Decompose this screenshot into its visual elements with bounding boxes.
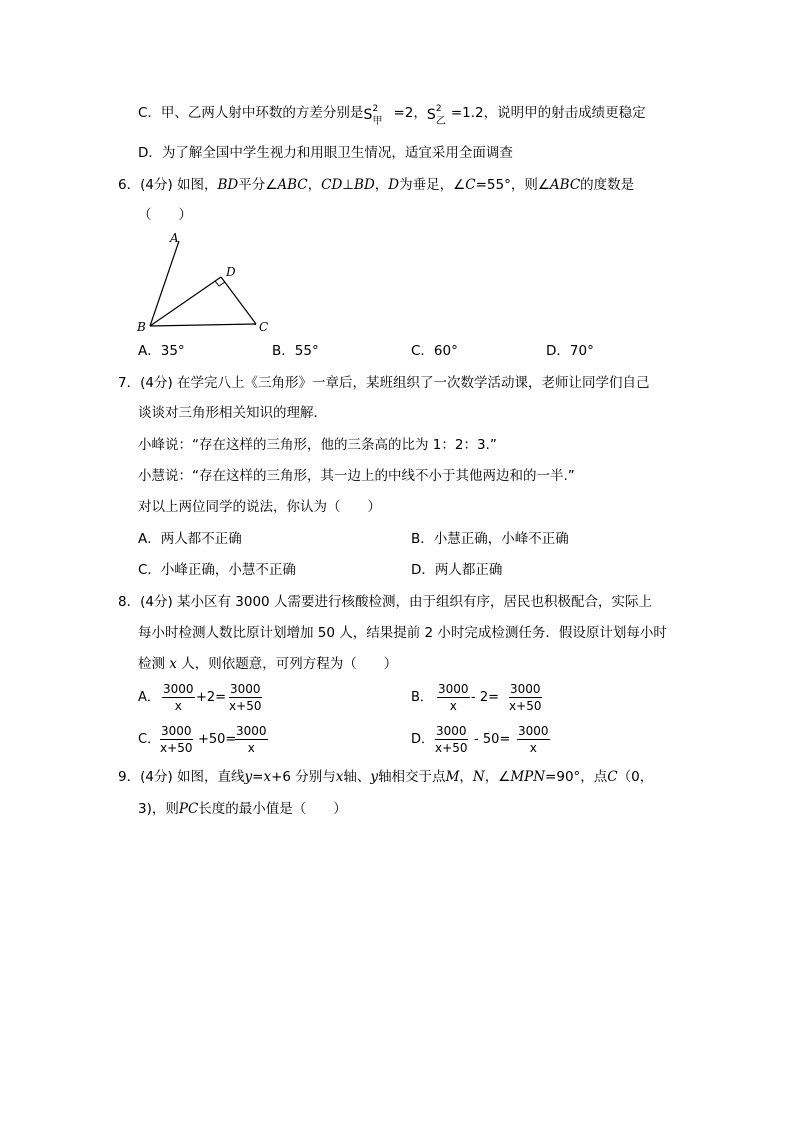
q7-xiaofeng-says: 小峰说：“存在这样的三角形，他的三条高的比为 1：2：3.” [138, 437, 497, 453]
q5-option-c: C．甲、乙两人射中环数的方差分别是 S 2 甲 =2， S 2 乙 =1.2，说明甲的射击成绩更稳定 [138, 104, 646, 127]
fraction: $\frac{3000}{x}$ [518, 724, 549, 755]
q8-stem-line1: 8．(4分) 某小区有 3000 人需要进行核酸检测，由于组织有序，居民也积极配合，实际上 [118, 594, 652, 610]
q7-option-a: A．两人都不正确 [138, 531, 242, 547]
label-b: B [137, 320, 146, 334]
fraction: $\frac{3000}{x+50}$ [435, 724, 468, 755]
q7-stem-line1: 7．(4分) 在学完八上《三角形》一章后，某班组织了一次数学活动课，老师让同学们自己 [118, 375, 650, 391]
q6-option-a: A．35° [138, 343, 185, 359]
q7-question: 对以上两位同学的说法，你认为（ ） [138, 499, 381, 515]
q8-stem-line3: 检测 x 人，则依题意，可列方程为（ ） [138, 656, 398, 672]
fraction: $\frac{3000}{x+50}$ [509, 682, 542, 713]
segment-dc [221, 277, 256, 324]
right-angle-mark [215, 281, 225, 286]
q6-option-c: C．60° [411, 343, 458, 359]
q9-stem-line1: 9．(4分) 如图，直线y=x+6 分别与x轴、y轴相交于点M，N，∠MPN=90°，点C（0， [118, 769, 654, 785]
fraction: $\frac{3000}{x}$ [163, 682, 194, 713]
q6-stem: 6．(4分) 如图，BD平分∠ABC，CD⊥BD，D为垂足，∠C=55°，则∠ABC的度数是 [118, 177, 635, 193]
segment-bd [150, 277, 221, 326]
label-a: A [170, 231, 179, 245]
fraction: $\frac{3000}{x+50}$ [229, 682, 262, 713]
q5-option-d: D．为了解全国中学生视力和用眼卫生情况，适宜采用全面调查 [138, 145, 513, 161]
q6-triangle-figure [130, 228, 280, 343]
label-d: D [226, 265, 236, 279]
q7-option-b: B．小慧正确，小峰不正确 [411, 531, 569, 547]
q7-option-d: D．两人都正确 [411, 562, 503, 578]
variance-jia: S 2 甲 [363, 104, 383, 127]
fraction: $\frac{3000}{x}$ [236, 724, 267, 755]
label-c: C [259, 320, 269, 334]
q6-answer-paren: （ ） [138, 207, 192, 223]
q7-stem-line2: 谈谈对三角形相关知识的理解． [138, 405, 327, 421]
q8-stem-line2: 每小时检测人数比原计划增加 50 人，结果提前 2 小时完成检测任务．假设原计划每小时 [138, 625, 667, 641]
variance-yi: S 2 乙 [426, 104, 446, 127]
q7-xiaohui-says: 小慧说：“存在这样的三角形，其一边上的中线不小于其他两边和的一半.” [138, 468, 575, 484]
ray-ba [150, 241, 179, 326]
fraction: $\frac{3000}{x+50}$ [160, 724, 193, 755]
fraction: $\frac{3000}{x}$ [438, 682, 469, 713]
q7-option-c: C．小峰正确，小慧不正确 [138, 562, 296, 578]
segment-bc [150, 324, 256, 326]
q6-option-b: B．55° [272, 343, 319, 359]
q6-option-d: D．70° [546, 343, 594, 359]
q9-stem-line2: 3)，则PC长度的最小值是（ ） [138, 801, 347, 817]
